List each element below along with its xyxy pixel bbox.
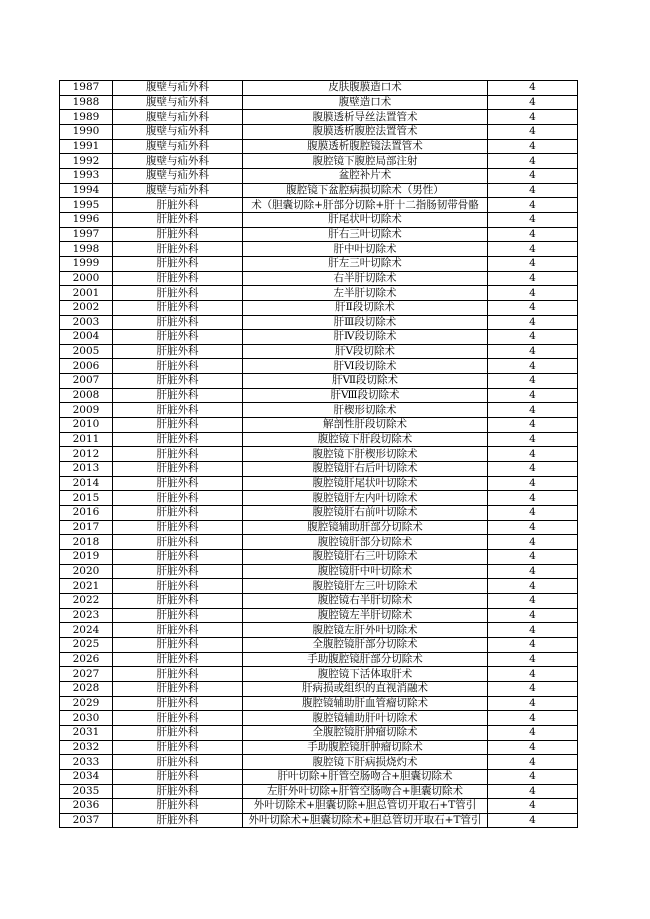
department-cell: 肝脏外科 (113, 227, 243, 242)
table-row (60, 462, 578, 477)
table-row (60, 271, 578, 286)
procedure-name-cell: 腹腔镜下肝病损烧灼术 (243, 755, 488, 770)
department-cell: 肝脏外科 (113, 681, 243, 696)
procedure-name-cell: 左肝外叶切除+肝管空肠吻合+胆囊切除术 (243, 784, 488, 799)
department-cell: 肝脏外科 (113, 652, 243, 667)
table-row (60, 696, 578, 711)
row-number-cell: 2033 (60, 755, 113, 770)
table-row (60, 81, 578, 96)
value-cell: 4 (488, 506, 578, 521)
row-number-cell: 1993 (60, 168, 113, 183)
row-number-cell: 2021 (60, 579, 113, 594)
table-row (60, 813, 578, 828)
row-number-cell: 2011 (60, 432, 113, 447)
procedure-name-cell: 肝Ⅳ段切除术 (243, 330, 488, 345)
department-cell: 肝脏外科 (113, 755, 243, 770)
table-row (60, 740, 578, 755)
row-number-cell: 2031 (60, 725, 113, 740)
department-cell: 肝脏外科 (113, 696, 243, 711)
procedure-table (59, 80, 578, 828)
procedure-name-cell: 肝尾状叶切除术 (243, 212, 488, 227)
row-number-cell: 1996 (60, 212, 113, 227)
department-cell: 肝脏外科 (113, 330, 243, 345)
row-number-cell: 2007 (60, 374, 113, 389)
value-cell: 4 (488, 330, 578, 345)
procedure-name-cell: 腹腔镜肝中叶切除术 (243, 564, 488, 579)
table-row (60, 168, 578, 183)
procedure-name-cell: 术（胆囊切除+肝部分切除+肝十二指肠韧带骨骼 (243, 198, 488, 213)
department-cell: 肝脏外科 (113, 535, 243, 550)
procedure-name-cell: 腹腔镜肝右三叶切除术 (243, 550, 488, 565)
row-number-cell: 1989 (60, 110, 113, 125)
value-cell: 4 (488, 799, 578, 814)
procedure-name-cell: 手助腹腔镜肝肿瘤切除术 (243, 740, 488, 755)
table-row (60, 256, 578, 271)
value-cell: 4 (488, 198, 578, 213)
table-row (60, 623, 578, 638)
row-number-cell: 2035 (60, 784, 113, 799)
row-number-cell: 2016 (60, 506, 113, 521)
procedure-name-cell: 腹腔镜肝左三叶切除术 (243, 579, 488, 594)
department-cell: 肝脏外科 (113, 198, 243, 213)
value-cell: 4 (488, 418, 578, 433)
procedure-name-cell: 解剖性肝段切除术 (243, 418, 488, 433)
department-cell: 腹壁与疝外科 (113, 154, 243, 169)
department-cell: 肝脏外科 (113, 637, 243, 652)
value-cell: 4 (488, 608, 578, 623)
row-number-cell: 2003 (60, 315, 113, 330)
procedure-name-cell: 肝中叶切除术 (243, 242, 488, 257)
table-row (60, 95, 578, 110)
row-number-cell: 1994 (60, 183, 113, 198)
value-cell: 4 (488, 256, 578, 271)
department-cell: 肝脏外科 (113, 432, 243, 447)
department-cell: 肝脏外科 (113, 212, 243, 227)
table-row (60, 667, 578, 682)
value-cell: 4 (488, 81, 578, 96)
table-row (60, 388, 578, 403)
row-number-cell: 2024 (60, 623, 113, 638)
department-cell: 肝脏外科 (113, 491, 243, 506)
value-cell: 4 (488, 95, 578, 110)
table-row (60, 374, 578, 389)
value-cell: 4 (488, 550, 578, 565)
value-cell: 4 (488, 740, 578, 755)
table-row (60, 359, 578, 374)
procedure-name-cell: 腹腔镜下肝段切除术 (243, 432, 488, 447)
value-cell: 4 (488, 403, 578, 418)
department-cell: 腹壁与疝外科 (113, 168, 243, 183)
procedure-name-cell: 盆腔补片术 (243, 168, 488, 183)
value-cell: 4 (488, 432, 578, 447)
procedure-name-cell: 腹膜透析导丝法置管术 (243, 110, 488, 125)
department-cell: 肝脏外科 (113, 784, 243, 799)
procedure-name-cell: 外叶切除术+胆囊切除术+胆总管切开取石+T管引 (243, 813, 488, 828)
value-cell: 4 (488, 755, 578, 770)
table-row (60, 418, 578, 433)
table-row (60, 124, 578, 139)
department-cell: 肝脏外科 (113, 579, 243, 594)
procedure-name-cell: 腹腔镜辅助肝叶切除术 (243, 711, 488, 726)
procedure-name-cell: 肝Ⅱ段切除术 (243, 300, 488, 315)
value-cell: 4 (488, 447, 578, 462)
procedure-name-cell: 肝楔形切除术 (243, 403, 488, 418)
table-row (60, 535, 578, 550)
procedure-name-cell: 腹腔镜右半肝切除术 (243, 593, 488, 608)
value-cell: 4 (488, 476, 578, 491)
row-number-cell: 2012 (60, 447, 113, 462)
value-cell: 4 (488, 344, 578, 359)
table-row (60, 769, 578, 784)
value-cell: 4 (488, 227, 578, 242)
value-cell: 4 (488, 124, 578, 139)
table-row (60, 403, 578, 418)
department-cell: 腹壁与疝外科 (113, 81, 243, 96)
department-cell: 肝脏外科 (113, 740, 243, 755)
row-number-cell: 2028 (60, 681, 113, 696)
row-number-cell: 1995 (60, 198, 113, 213)
value-cell: 4 (488, 652, 578, 667)
department-cell: 肝脏外科 (113, 418, 243, 433)
row-number-cell: 2034 (60, 769, 113, 784)
table-row (60, 198, 578, 213)
row-number-cell: 1987 (60, 81, 113, 96)
row-number-cell: 2036 (60, 799, 113, 814)
value-cell: 4 (488, 183, 578, 198)
procedure-name-cell: 肝叶切除+肝管空肠吻合+胆囊切除术 (243, 769, 488, 784)
value-cell: 4 (488, 813, 578, 828)
table-row (60, 711, 578, 726)
procedure-name-cell: 腹腔镜肝左内叶切除术 (243, 491, 488, 506)
value-cell: 4 (488, 696, 578, 711)
value-cell: 4 (488, 271, 578, 286)
procedure-name-cell: 外叶切除术+胆囊切除+胆总管切开取石+T管引 (243, 799, 488, 814)
value-cell: 4 (488, 110, 578, 125)
value-cell: 4 (488, 315, 578, 330)
table-row (60, 637, 578, 652)
value-cell: 4 (488, 667, 578, 682)
table-row (60, 315, 578, 330)
row-number-cell: 1988 (60, 95, 113, 110)
value-cell: 4 (488, 564, 578, 579)
department-cell: 肝脏外科 (113, 447, 243, 462)
row-number-cell: 2006 (60, 359, 113, 374)
table-row (60, 608, 578, 623)
row-number-cell: 2037 (60, 813, 113, 828)
procedure-name-cell: 腹壁造口术 (243, 95, 488, 110)
procedure-name-cell: 全腹腔镜肝肿瘤切除术 (243, 725, 488, 740)
row-number-cell: 2005 (60, 344, 113, 359)
row-number-cell: 2026 (60, 652, 113, 667)
department-cell: 肝脏外科 (113, 344, 243, 359)
table-row (60, 447, 578, 462)
procedure-name-cell: 左半肝切除术 (243, 286, 488, 301)
table-row (60, 681, 578, 696)
table-row (60, 520, 578, 535)
row-number-cell: 2018 (60, 535, 113, 550)
procedure-name-cell: 腹腔镜下活体取肝术 (243, 667, 488, 682)
department-cell: 肝脏外科 (113, 300, 243, 315)
row-number-cell: 1998 (60, 242, 113, 257)
row-number-cell: 2013 (60, 462, 113, 477)
value-cell: 4 (488, 579, 578, 594)
row-number-cell: 2015 (60, 491, 113, 506)
department-cell: 腹壁与疝外科 (113, 183, 243, 198)
value-cell: 4 (488, 681, 578, 696)
department-cell: 肝脏外科 (113, 769, 243, 784)
row-number-cell: 2019 (60, 550, 113, 565)
row-number-cell: 2008 (60, 388, 113, 403)
department-cell: 肝脏外科 (113, 799, 243, 814)
table-row (60, 476, 578, 491)
table-row (60, 784, 578, 799)
department-cell: 肝脏外科 (113, 403, 243, 418)
row-number-cell: 2022 (60, 593, 113, 608)
table-row (60, 300, 578, 315)
value-cell: 4 (488, 139, 578, 154)
procedure-name-cell: 腹腔镜左半肝切除术 (243, 608, 488, 623)
procedure-name-cell: 肝Ⅲ段切除术 (243, 315, 488, 330)
row-number-cell: 1997 (60, 227, 113, 242)
value-cell: 4 (488, 637, 578, 652)
procedure-name-cell: 腹膜透析腹腔法置管术 (243, 124, 488, 139)
procedure-name-cell: 肝右三叶切除术 (243, 227, 488, 242)
procedure-name-cell: 肝病损或组织的直视消融术 (243, 681, 488, 696)
value-cell: 4 (488, 300, 578, 315)
department-cell: 腹壁与疝外科 (113, 110, 243, 125)
procedure-name-cell: 腹腔镜肝右前叶切除术 (243, 506, 488, 521)
department-cell: 肝脏外科 (113, 711, 243, 726)
row-number-cell: 1990 (60, 124, 113, 139)
value-cell: 4 (488, 168, 578, 183)
procedure-name-cell: 腹腔镜下腹腔局部注射 (243, 154, 488, 169)
procedure-name-cell: 腹腔镜下肝楔形切除术 (243, 447, 488, 462)
row-number-cell: 2030 (60, 711, 113, 726)
procedure-name-cell: 腹腔镜肝部分切除术 (243, 535, 488, 550)
table-row (60, 579, 578, 594)
procedure-name-cell: 腹腔镜辅助肝部分切除术 (243, 520, 488, 535)
table-row (60, 550, 578, 565)
table-row (60, 344, 578, 359)
table-row (60, 564, 578, 579)
value-cell: 4 (488, 784, 578, 799)
procedure-name-cell: 右半肝切除术 (243, 271, 488, 286)
procedure-name-cell: 腹腔镜左肝外叶切除术 (243, 623, 488, 638)
department-cell: 腹壁与疝外科 (113, 139, 243, 154)
table-row (60, 183, 578, 198)
department-cell: 肝脏外科 (113, 286, 243, 301)
procedure-name-cell: 手助腹腔镜肝部分切除术 (243, 652, 488, 667)
table-row (60, 491, 578, 506)
row-number-cell: 2017 (60, 520, 113, 535)
procedure-name-cell: 腹腔镜肝尾状叶切除术 (243, 476, 488, 491)
value-cell: 4 (488, 462, 578, 477)
procedure-name-cell: 腹腔镜肝右后叶切除术 (243, 462, 488, 477)
department-cell: 肝脏外科 (113, 593, 243, 608)
table-row (60, 242, 578, 257)
value-cell: 4 (488, 212, 578, 227)
department-cell: 肝脏外科 (113, 608, 243, 623)
department-cell: 肝脏外科 (113, 388, 243, 403)
department-cell: 肝脏外科 (113, 520, 243, 535)
table-row (60, 725, 578, 740)
department-cell: 肝脏外科 (113, 374, 243, 389)
value-cell: 4 (488, 725, 578, 740)
department-cell: 腹壁与疝外科 (113, 95, 243, 110)
procedure-name-cell: 腹腔镜下盆腔病损切除术（男性） (243, 183, 488, 198)
row-number-cell: 2000 (60, 271, 113, 286)
procedure-name-cell: 肝Ⅵ段切除术 (243, 359, 488, 374)
table-row (60, 139, 578, 154)
row-number-cell: 2032 (60, 740, 113, 755)
table-row (60, 432, 578, 447)
procedure-name-cell: 腹膜透析腹腔镜法置管术 (243, 139, 488, 154)
table-row (60, 330, 578, 345)
value-cell: 4 (488, 374, 578, 389)
row-number-cell: 2010 (60, 418, 113, 433)
department-cell: 肝脏外科 (113, 476, 243, 491)
value-cell: 4 (488, 388, 578, 403)
table-row (60, 506, 578, 521)
department-cell: 肝脏外科 (113, 256, 243, 271)
procedure-name-cell: 肝Ⅶ段切除术 (243, 374, 488, 389)
department-cell: 肝脏外科 (113, 667, 243, 682)
value-cell: 4 (488, 286, 578, 301)
value-cell: 4 (488, 593, 578, 608)
table-row (60, 593, 578, 608)
value-cell: 4 (488, 623, 578, 638)
table-row (60, 652, 578, 667)
department-cell: 肝脏外科 (113, 271, 243, 286)
procedure-name-cell: 全腹腔镜肝部分切除术 (243, 637, 488, 652)
value-cell: 4 (488, 242, 578, 257)
department-cell: 肝脏外科 (113, 813, 243, 828)
row-number-cell: 2014 (60, 476, 113, 491)
procedure-name-cell: 肝Ⅷ段切除术 (243, 388, 488, 403)
value-cell: 4 (488, 769, 578, 784)
procedure-name-cell: 腹腔镜辅助肝血管瘤切除术 (243, 696, 488, 711)
value-cell: 4 (488, 154, 578, 169)
department-cell: 肝脏外科 (113, 462, 243, 477)
row-number-cell: 2020 (60, 564, 113, 579)
row-number-cell: 2029 (60, 696, 113, 711)
department-cell: 肝脏外科 (113, 725, 243, 740)
row-number-cell: 2025 (60, 637, 113, 652)
table-row (60, 212, 578, 227)
table-row (60, 110, 578, 125)
department-cell: 肝脏外科 (113, 242, 243, 257)
procedure-name-cell: 肝左三叶切除术 (243, 256, 488, 271)
table-row (60, 154, 578, 169)
value-cell: 4 (488, 359, 578, 374)
value-cell: 4 (488, 535, 578, 550)
table-row (60, 286, 578, 301)
value-cell: 4 (488, 520, 578, 535)
procedure-name-cell: 皮肤腹膜造口术 (243, 81, 488, 96)
row-number-cell: 2023 (60, 608, 113, 623)
table-row (60, 755, 578, 770)
table-row (60, 227, 578, 242)
department-cell: 肝脏外科 (113, 550, 243, 565)
row-number-cell: 1999 (60, 256, 113, 271)
row-number-cell: 2004 (60, 330, 113, 345)
row-number-cell: 2009 (60, 403, 113, 418)
department-cell: 肝脏外科 (113, 359, 243, 374)
row-number-cell: 2002 (60, 300, 113, 315)
department-cell: 腹壁与疝外科 (113, 124, 243, 139)
row-number-cell: 2001 (60, 286, 113, 301)
row-number-cell: 1992 (60, 154, 113, 169)
procedure-name-cell: 肝Ⅴ段切除术 (243, 344, 488, 359)
row-number-cell: 2027 (60, 667, 113, 682)
department-cell: 肝脏外科 (113, 623, 243, 638)
department-cell: 肝脏外科 (113, 564, 243, 579)
value-cell: 4 (488, 711, 578, 726)
row-number-cell: 1991 (60, 139, 113, 154)
value-cell: 4 (488, 491, 578, 506)
table-row (60, 799, 578, 814)
table-body (60, 81, 578, 828)
department-cell: 肝脏外科 (113, 315, 243, 330)
department-cell: 肝脏外科 (113, 506, 243, 521)
